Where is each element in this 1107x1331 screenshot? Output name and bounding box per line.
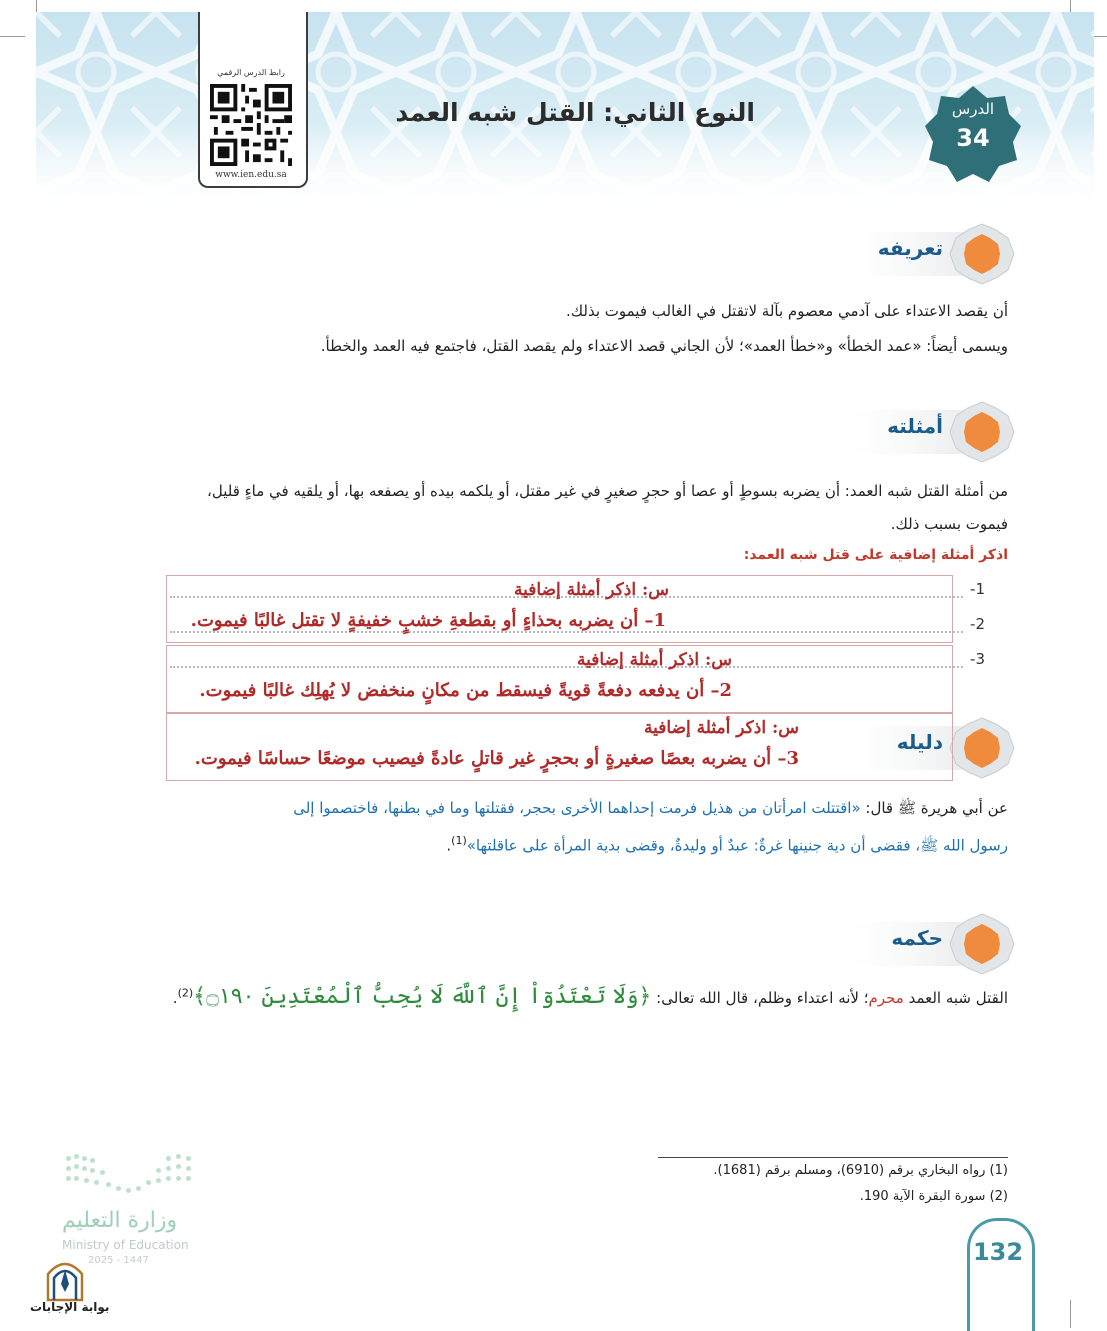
answer-box[interactable] <box>166 713 953 781</box>
ministry-logo-icon <box>60 1150 200 1200</box>
answer-question: س: اذكر أمثلة إضافية <box>577 650 732 670</box>
section-title-examples: أمثلته <box>887 414 943 438</box>
ministry-name-ar: وزارة التعليم <box>62 1208 178 1233</box>
page-title: النوع الثاني: القتل شبه العمد <box>395 98 755 127</box>
crop-mark <box>1070 1300 1071 1328</box>
definition-line-1: أن يقصد الاعتداء على آدمي معصوم بآلة لاتقتل في الغالب فيموت بذلك. <box>565 302 1008 320</box>
section-title-evidence: دليله <box>896 730 943 754</box>
qr-code-icon[interactable] <box>210 84 292 166</box>
footnote-divider <box>658 1157 1008 1158</box>
footnote-2: (2) سورة البقرة الآية 190. <box>859 1189 1008 1204</box>
qr-caption: رابط الدرس الرقمي <box>217 68 285 77</box>
examples-line-1: من أمثلة القتل شبه العمد: أن يضربه بسوطٍ أو عصا أو حجرٍ صغيرٍ في غير مقتل، أو يلكمه بيده أو يصفعه بها، أو يلقيه في ماءٍ قليل، <box>207 482 1008 500</box>
examples-line-2: فيموت بسبب ذلك. <box>890 515 1008 533</box>
answer-question: س: اذكر أمثلة إضافية <box>514 580 669 600</box>
page-number: 132 <box>972 1238 1024 1266</box>
ruling-prefix: القتل شبه العمد <box>903 989 1008 1007</box>
qr-url[interactable]: www.ien.edu.sa <box>215 170 287 180</box>
lesson-number: 34 <box>956 124 990 152</box>
section-header-examples <box>830 400 1015 464</box>
page-number-tab <box>967 1218 1035 1331</box>
section-title-ruling: حكمه <box>891 926 943 950</box>
section-title-definition: تعريفه <box>877 236 943 260</box>
section-header-definition <box>830 222 1015 286</box>
blank-number: 2- <box>970 615 985 633</box>
section-header-ruling <box>830 912 1015 976</box>
lesson-label: الدرس <box>951 100 995 118</box>
examples-prompt: اذكر أمثلة إضافية على قتل شبه العمد: <box>743 547 1008 563</box>
answer-box[interactable] <box>166 645 953 713</box>
blank-number: 3- <box>970 650 985 668</box>
hadith-text: رسول الله ﷺ، فقضى أن دية جنينها غرةٌ: عبدٌ أو وليدةٌ، وقضى بدية المرأة على عاقلتها» <box>466 836 1008 855</box>
portal-logo-icon <box>44 1256 86 1302</box>
evidence-line-1 <box>293 797 1008 819</box>
evidence-line-2 <box>446 834 1008 858</box>
footnote-ref[interactable]: (2) <box>177 986 194 1000</box>
evidence-prefix: عن أبي هريرة ﷺ قال: <box>860 799 1008 817</box>
blank-number: 1- <box>970 580 985 598</box>
answer-text: 1– أن يضربه بحذاءٍ أو بقطعةِ خشبٍ خفيفةٍ لا تقتل غالبًا فيموت. <box>190 610 666 631</box>
punctuation: . <box>446 836 452 855</box>
footnote-ref[interactable]: (1) <box>451 834 467 847</box>
quran-verse: ﴿وَلَا تَعْتَدُوٓاْ إِنَّ ٱللَّهَ لَا يُحِبُّ ٱلْمُعْتَدِينَ ۝١٩٠﴾ <box>193 984 652 1009</box>
hadith-text: «اقتتلت امرأتان من هذيل فرمت إحداهما الأخرى بحجر، فقتلتها وما في بطنها، فاختصموا إلى <box>293 799 861 817</box>
footnote-1: (1) رواه البخاري برقم (6910)، ومسلم برقم (1681). <box>713 1163 1008 1178</box>
ministry-year: 2025 - 1447 <box>88 1255 149 1266</box>
ruling-text <box>173 984 1008 1009</box>
punctuation: . <box>172 989 178 1007</box>
ruling-middle: ؛ لأنه اعتداء وظلم، قال الله تعالى: <box>651 989 869 1007</box>
portal-watermark: بوابة الإجابات <box>30 1300 110 1314</box>
answer-box[interactable] <box>166 575 953 643</box>
ministry-name-en: Ministry of Education <box>62 1238 189 1252</box>
definition-line-2: ويسمى أيضاً: «عمد الخطأ» و«خطأ العمد»؛ لأن الجاني قصد الاعتداء ولم يقصد القتل، فاجتمع فيه العمد والخطأ. <box>320 337 1008 355</box>
answer-text: 3– أن يضربه بعصًا صغيرةٍ أو بحجرٍ غير قاتلٍ عادةً فيصيب موضعًا حساسًا فيموت. <box>194 748 799 769</box>
crop-mark <box>0 36 25 37</box>
answer-text: 2– أن يدفعه دفعةً قويةً فيسقط من مكانٍ منخفض لا يُهلِك غالبًا فيموت. <box>199 680 732 701</box>
answer-question: س: اذكر أمثلة إضافية <box>644 718 799 738</box>
ruling-keyword: محرم <box>868 989 904 1007</box>
